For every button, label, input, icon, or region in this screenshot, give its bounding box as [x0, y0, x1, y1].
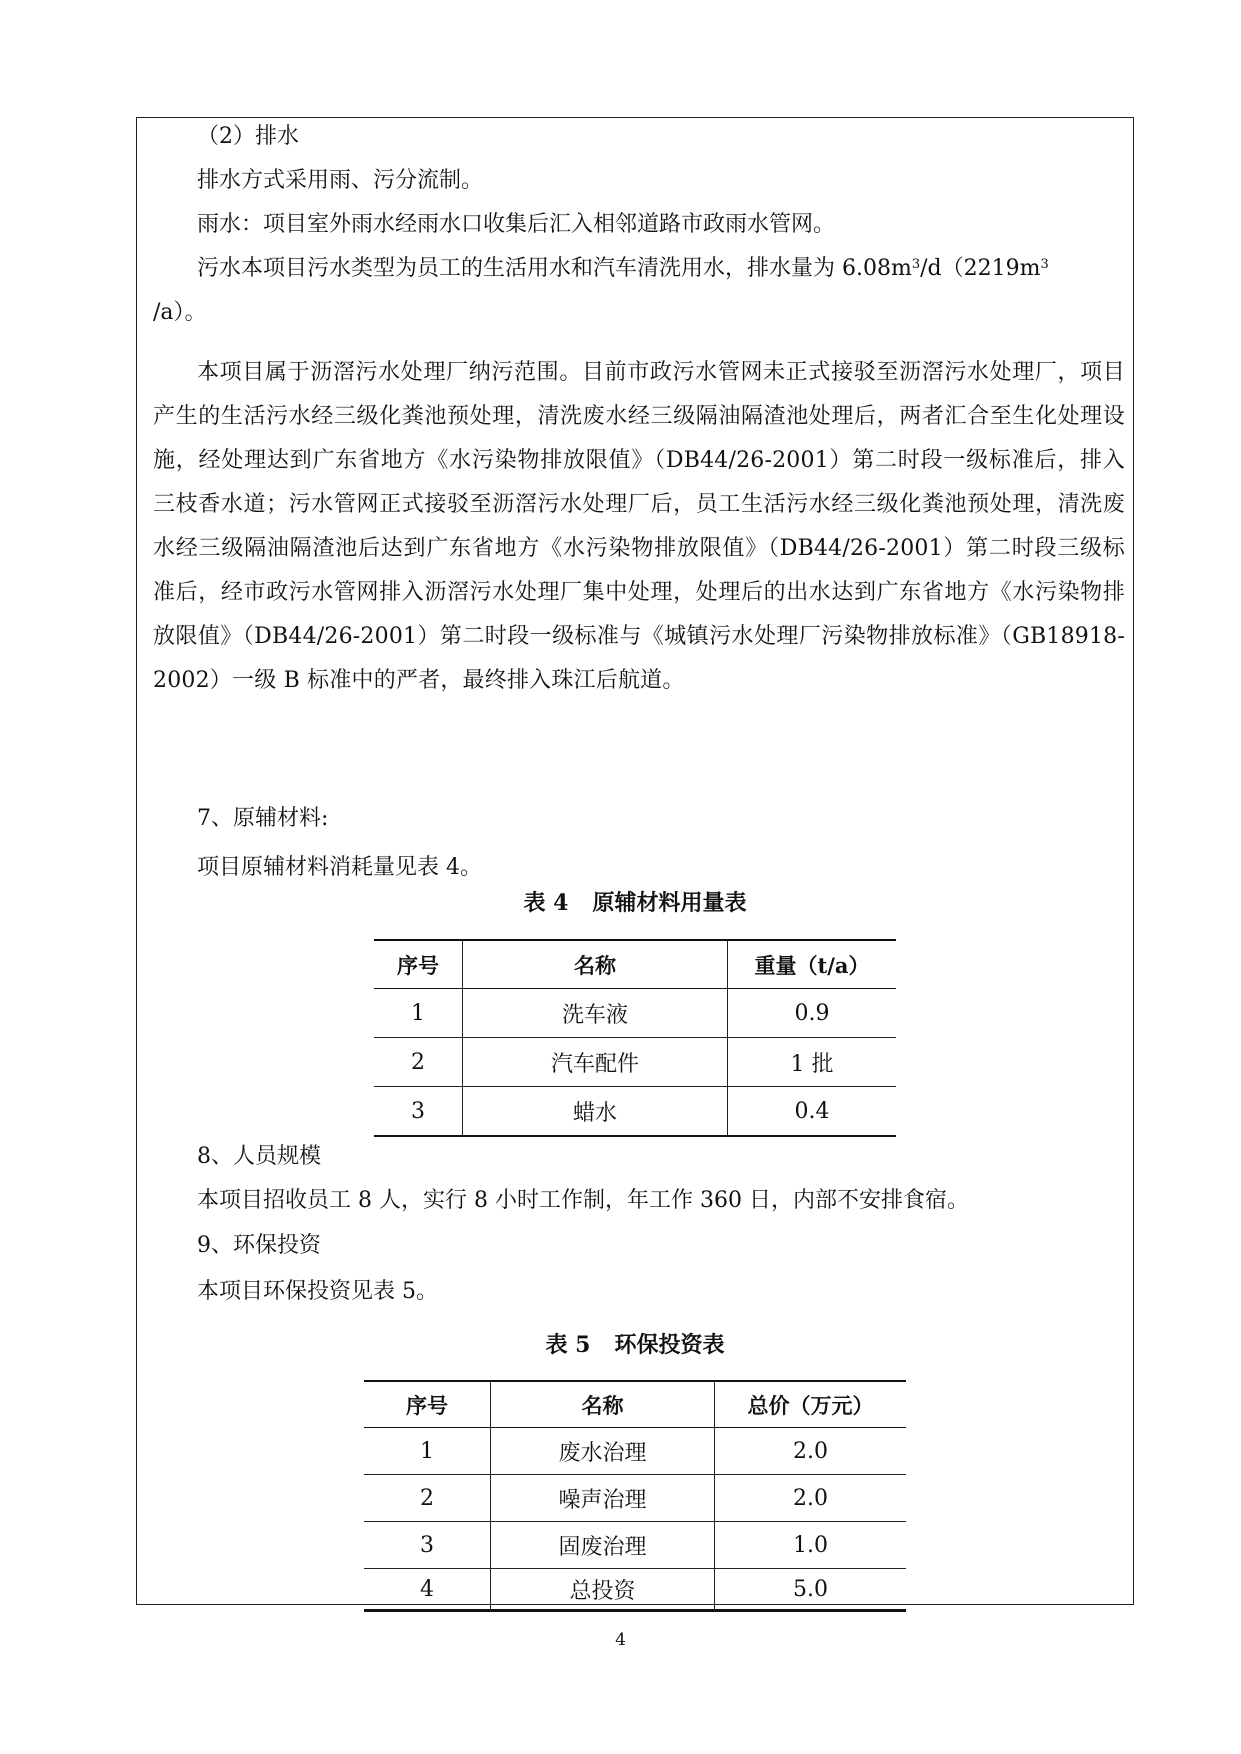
materials-intro: 项目原辅材料消耗量见表 4。	[197, 855, 482, 880]
materials-heading: 7、原辅材料:	[197, 806, 329, 831]
superscript-3: 3	[1040, 257, 1049, 272]
investment-heading: 9、环保投资	[197, 1233, 321, 1258]
rainwater-text: 雨水：项目室外雨水经雨水口收集后汇入相邻道路市政雨水管网。	[197, 212, 836, 237]
cell-weight: 0.9	[728, 989, 897, 1038]
cell-name: 蜡水	[463, 1087, 728, 1137]
table-5-title: 环保投资表	[614, 1332, 725, 1358]
cell-serial: 3	[374, 1087, 463, 1137]
cell-serial: 4	[364, 1569, 491, 1611]
cell-total: 5.0	[793, 1576, 828, 1602]
sewage-volume-unit: /a）。	[153, 300, 207, 325]
table-row	[364, 1428, 906, 1475]
table-5-number: 表 5	[545, 1332, 591, 1358]
cell-serial: 3	[364, 1522, 491, 1569]
cell-name: 噪声治理	[491, 1475, 715, 1522]
cell-name: 固废治理	[491, 1522, 715, 1569]
sewage-volume-part-2: /d（2219m	[920, 256, 1041, 281]
header-total: 总价（万元）	[715, 1381, 907, 1428]
table-4-caption	[136, 888, 1134, 918]
staff-heading: 8、人员规模	[197, 1144, 321, 1169]
table-row	[374, 1087, 896, 1137]
table-header-row	[374, 940, 896, 989]
cell-weight: 1 批	[728, 1038, 897, 1087]
cell-name: 总投资	[491, 1569, 715, 1611]
cell-name: 洗车液	[463, 989, 728, 1038]
investment-intro: 本项目环保投资见表 5。	[197, 1279, 438, 1304]
sewage-volume-part-1: 污水本项目污水类型为员工的生活用水和汽车清洗用水，排水量为 6.08m	[197, 256, 912, 281]
header-weight: 重量（t/a）	[728, 940, 897, 989]
table-row	[364, 1475, 906, 1522]
table-header-row	[364, 1381, 906, 1428]
page-number: 4	[615, 1630, 626, 1650]
header-serial: 序号	[374, 940, 463, 989]
table-row	[374, 1038, 896, 1087]
cell-total: 2.0	[715, 1475, 907, 1522]
header-name: 名称	[491, 1381, 715, 1428]
cell-total: 1.0	[715, 1522, 907, 1569]
drainage-method-text: 排水方式采用雨、污分流制。	[197, 168, 484, 193]
investment-table	[364, 1380, 906, 1612]
cell-serial: 2	[364, 1475, 491, 1522]
drainage-heading: （2）排水	[197, 124, 299, 149]
cell-serial: 2	[374, 1038, 463, 1087]
header-serial: 序号	[364, 1381, 491, 1428]
cell-serial: 1	[374, 989, 463, 1038]
table-row	[364, 1522, 906, 1569]
cell-weight: 0.4	[794, 1098, 830, 1124]
materials-table	[374, 939, 896, 1137]
table-row	[364, 1569, 906, 1611]
table-4-title: 原辅材料用量表	[592, 890, 747, 916]
table-4-number: 表 4	[523, 890, 569, 916]
table-row	[374, 989, 896, 1038]
cell-serial: 1	[364, 1428, 491, 1475]
table-5-caption	[136, 1330, 1134, 1360]
header-name: 名称	[463, 940, 728, 989]
sewage-treatment-paragraph: 本项目属于沥滘污水处理厂纳污范围。目前市政污水管网未正式接驳至沥滘污水处理厂，项目产生的生活污水经三级化粪池预处理，清洗废水经三级隔油隔渣池处理后，两者汇合至生化处理设施，经处理达到广东省地方《水污染物排放限值》（DB44/26-2001）第二时段一级标准后，排入三枝香水道；污水管网正式接驳至沥滘污水处理厂后，员工生活污水经三级化粪池预处理，清洗废水经三级隔油隔渣池后达到广东省地方《水污染物排放限值》（DB44/26-2001）第二时段三级标准后，经市政污水管网排入沥滘污水处理厂集中处理，处理后的出水达到广东省地方《水污染物排放限值》（DB44/26-2001）第二时段一级标准与《城镇污水处理厂污染物排放标准》（GB18918-2002）一级 B 标准中的严者，最终排入珠江后航道。	[153, 360, 1125, 693]
staff-text: 本项目招收员工 8 人，实行 8 小时工作制，年工作 360 日，内部不安排食宿。	[197, 1188, 969, 1213]
sewage-volume-text	[197, 254, 1049, 284]
cell-name: 汽车配件	[463, 1038, 728, 1087]
cell-total: 2.0	[715, 1428, 907, 1475]
superscript-3: 3	[911, 257, 921, 272]
cell-name: 废水治理	[491, 1428, 715, 1475]
